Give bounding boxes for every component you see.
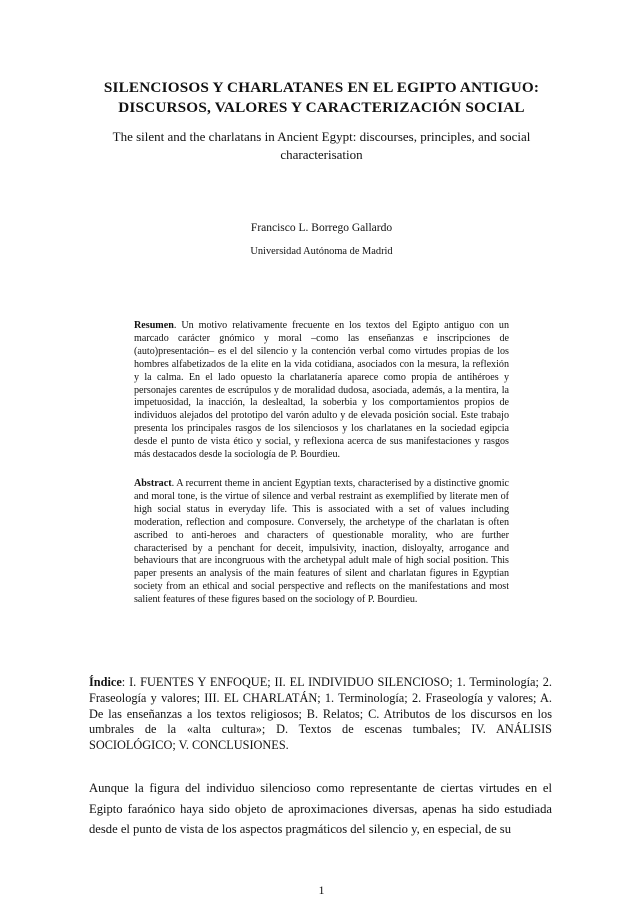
index-text: : I. FUENTES Y ENFOQUE; II. EL INDIVIDUO SILENCIOSO; 1. Terminología; 2. Fraseología y valores; III. EL CHARLATÁN; 1. Terminología; 2. Fraseología y valores; A. De las enseñanzas a los textos religiosos; B. Relatos; C. Atributos de los discursos en los umbrales de la «alta cultura»; D. Textos de escenas tumbales; IV. ANÁLISIS SOCIOLÓGICO; V. CONCLUSIONES. [89,675,552,753]
abstract-english-label: Abstract [134,478,172,489]
abstract-english [134,478,509,607]
abstract-spanish-text: . Un motivo relativamente frecuente en los textos del Egipto antiguo con un marcado carácter gnómico y moral –como las enseñanzas e inscripciones de (auto)presentación– es el del silencio y la contención verbal como virtudes propias de los hombres alfabetizados de la elite en la vida cotidiana, asociados con la mesura, la reflexión y la calma. En el lado opuesto la charlatanería aparece como propia de antihéroes y personajes carentes de escrúpulos y de moralidad dudosa, asociada, además, a la mentira, la impetuosidad, la inacción, la deslealtad, la soberbia y los comportamientos propios de individuos alejados del prototipo del varón adulto y de elevada posición social. Este trabajo presenta los principales rasgos de los silenciosos y los charlatanes en la sociedad egipcia desde el punto de vista ético y social, y reflexiona acerca de sus manifestaciones y rasgos más destacados desde la sociología de P. Bourdieu. [134,320,509,461]
abstract-english-text: . A recurrent theme in ancient Egyptian texts, characterised by a distinctive gnomic and moral tone, is the virtue of silence and verbal restraint as exemplified by literate men of high social status in everyday life. This is associated with a set of values including moderation, reflection and composure. Conversely, the archetype of the charlatan is often ascribed to anti-heroes and characters of questionable morality, who are further characterised by a penchant for deceit, impulsivity, inaction, disloyalty, arrogance and behaviours that are incongruous with the archetypal adult male of high social position. This paper presents an analysis of the main features of silent and charlatan figures in Egyptian society from an ethical and social perspective and reflects on the manifestations and most salient features of these figures based on the sociology of P. Bourdieu. [134,478,509,606]
author-affiliation: Universidad Autónoma de Madrid [250,246,393,257]
page-number: 1 [318,883,325,897]
paper-title: SILENCIOSOS Y CHARLATANES EN EL EGIPTO ANTIGUO: DISCURSOS, VALORES Y CARACTERIZACIÓN SOCIAL [103,79,540,116]
author-name: Francisco L. Borrego Gallardo [250,222,393,234]
abstract-spanish-label: Resumen [134,320,174,331]
table-of-contents [89,675,552,754]
paper-subtitle: The silent and the charlatans in Ancient Egypt: discourses, principles, and social characterisation [112,129,531,162]
index-label: Índice [89,675,122,689]
body-paragraph: Aunque la figura del individuo silencioso como representante de ciertas virtudes en el Egipto faraónico haya sido objeto de aproximaciones diversas, apenas ha sido estudiada desde el punto de vista de los aspectos pragmáticos del silencio y, en especial, de su [89,781,552,836]
abstract-spanish [134,320,509,462]
